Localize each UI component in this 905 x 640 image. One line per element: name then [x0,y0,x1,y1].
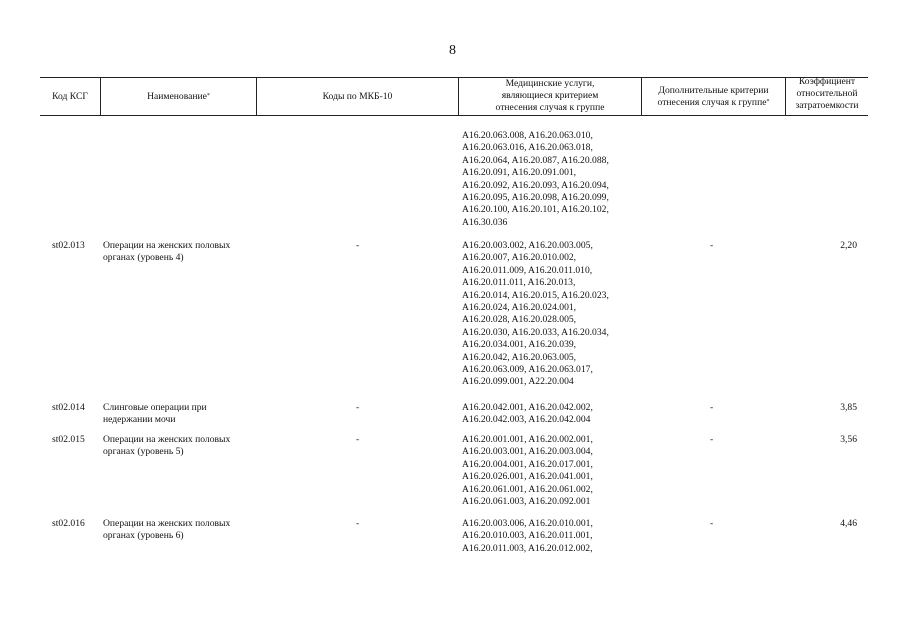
extra-criteria: - [710,240,714,251]
coefficient: 3,85 [840,402,857,413]
header-coef [786,76,868,113]
service-line: A16.20.028, A16.20.028.005, [462,314,577,326]
header-name-text [147,91,210,103]
header-services-line: являющиеся критерием [501,90,599,101]
mkb-codes: - [356,518,360,529]
service-line: A16.20.007, A16.20.010.002, [462,252,577,264]
header-bottom-rule [40,115,868,116]
service-line: A16.20.099.001, A22.20.004 [462,376,574,388]
ksg-code: st02.014 [52,402,85,413]
service-line: A16.20.063.016, A16.20.063.018, [462,142,593,154]
ksg-name-line: органах (уровень 5) [103,446,184,458]
header-extra-line [658,97,770,109]
header-services [459,78,641,115]
header-mkb-text: Коды по МКБ-10 [322,90,393,102]
ksg-name [103,518,230,543]
service-line: A16.20.100, A16.20.101, A16.20.102, [462,204,609,216]
service-line: A16.20.014, A16.20.015, A16.20.023, [462,289,609,301]
service-line: A16.20.030, A16.20.033, A16.20.034, [462,326,609,338]
service-line: A16.20.042.003, A16.20.042.004 [462,414,591,426]
ksg-name [103,240,230,265]
service-line: A16.20.095, A16.20.098, A16.20.099, [462,192,609,204]
service-line: A16.20.061.001, A16.20.061.002, [462,483,593,495]
header-name-label: Наименование [147,90,207,102]
service-line: A16.20.010.003, A16.20.011.001, [462,530,593,542]
header-extra-line: Дополнительные критерии [658,84,769,96]
services-list [462,130,609,229]
header-services-line: Медицинские услуги, [505,78,595,89]
ksg-name-line: органах (уровень 4) [103,252,184,264]
service-line: A16.20.011.011, A16.20.013, [462,277,576,289]
service-line: A16.20.061.003, A16.20.092.001 [462,496,591,508]
service-line: A16.20.003.006, A16.20.010.001, [462,518,593,529]
services-list [462,240,609,389]
service-line: A16.20.064, A16.20.087, A16.20.088, [462,154,609,166]
ksg-code: st02.013 [52,240,85,251]
ksg-name [103,434,230,459]
services-list [462,518,593,555]
header-coef-line: затратоемкости [795,100,859,111]
header-extra [642,78,785,115]
service-line: A16.20.063.008, A16.20.063.010, [462,130,593,141]
header-coef-text [795,76,858,112]
extra-criteria: - [710,518,714,529]
ksg-name-line: Операции на женских половых [103,240,231,251]
ksg-name [103,402,207,427]
ksg-name-line: недержании мочи [103,414,176,426]
service-line: A16.20.001.001, A16.20.002.001, [462,434,593,445]
service-line: A16.20.003.002, A16.20.003.005, [462,240,593,251]
header-code-text: Код КСГ [52,90,88,102]
ksg-name-line: органах (уровень 6) [103,530,184,542]
extra-criteria: - [710,434,714,445]
services-list [462,402,593,427]
header-extra-label: отнесения случая к группе [657,96,767,108]
header-coef-line: относительной [796,88,858,99]
footnote-mark: * [206,92,210,99]
service-line: A16.20.011.003, A16.20.012.002, [462,542,593,554]
service-line: A16.20.092, A16.20.093, A16.20.094, [462,179,609,191]
service-line: A16.20.042.001, A16.20.042.002, [462,402,593,413]
service-line: A16.20.011.009, A16.20.011.010, [462,264,593,276]
coefficient: 4,46 [840,518,857,529]
header-name [101,78,256,115]
ksg-code: st02.016 [52,518,85,529]
header-extra-text [658,85,770,109]
service-line: A16.20.024, A16.20.024.001, [462,302,577,314]
ksg-code: st02.015 [52,434,85,445]
page-number: 8 [449,43,456,58]
header-coef-line: Коэффициент [798,76,856,87]
header-mkb [257,78,458,115]
ksg-name-line: Слинговые операции при [103,402,207,413]
service-line: A16.20.004.001, A16.20.017.001, [462,458,593,470]
header-services-text [496,78,605,114]
service-line: A16.20.003.001, A16.20.003.004, [462,446,593,458]
service-line: A16.20.091, A16.20.091.001, [462,167,577,179]
header-code [40,78,100,115]
mkb-codes: - [356,434,360,445]
service-line: A16.20.063.009, A16.20.063.017, [462,364,593,376]
mkb-codes: - [356,402,360,413]
services-list [462,434,593,508]
header-services-line: отнесения случая к группе [495,102,605,113]
ksg-name-line: Операции на женских половых [103,518,231,529]
service-line: A16.20.034.001, A16.20.039, [462,339,577,351]
service-line: A16.20.042, A16.20.063.005, [462,351,577,363]
ksg-name-line: Операции на женских половых [103,434,231,445]
footnote-mark: * [766,98,770,105]
coefficient: 3,56 [840,434,857,445]
service-line: A16.20.026.001, A16.20.041.001, [462,471,593,483]
service-line: A16.30.036 [462,216,508,228]
coefficient: 2,20 [840,240,857,251]
extra-criteria: - [710,402,714,413]
mkb-codes: - [356,240,360,251]
